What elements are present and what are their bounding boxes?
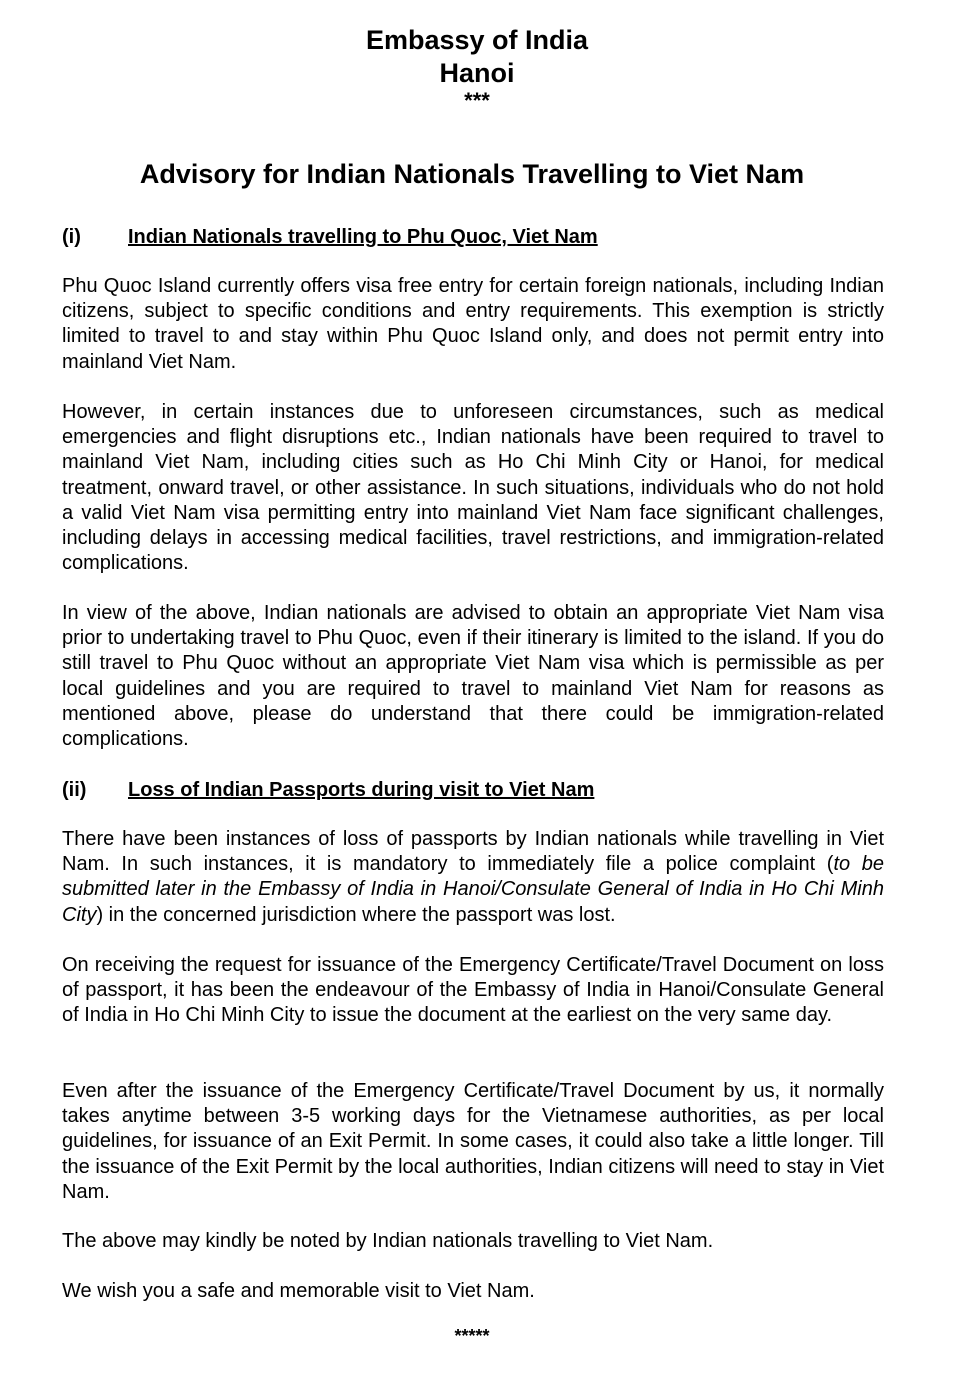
- section-2-title: Loss of Indian Passports during visit to Viet Nam: [128, 779, 595, 801]
- section-1-title: Indian Nationals travelling to Phu Quoc, Viet Nam: [128, 226, 598, 248]
- section-1-paragraph-2: However, in certain instances due to unforeseen circumstances, such as medical emergencies and flight disruptions etc., Indian nationals have been required to travel to mainland Viet Nam, including cities such as Ho Chi Minh City or Hanoi, for medical treatment, onward travel, or other assistance. In such situations, individuals who do not hold a valid Viet Nam visa permitting entry into mainland Viet Nam face significant challenges, including delays in accessing medical facilities, travel restrictions, and immigration-related complications.: [62, 401, 884, 575]
- section-1-paragraph-3: In view of the above, Indian nationals are advised to obtain an appropriate Viet Nam visa prior to undertaking travel to Phu Quoc, even if their itinerary is limited to the island. If you do still travel to Phu Quoc without an appropriate Viet Nam visa which is permissible as per local guidelines and you are required to travel to mainland Viet Nam for reasons as mentioned above, please do understand that there could be immigration-related complications.: [62, 602, 884, 751]
- section-2-paragraph-3: Even after the issuance of the Emergency Certificate/Travel Document by us, it normally takes anytime between 3-5 working days for the Vietnamese authorities, as per local guidelines, for issuance of an Exit Permit. In some cases, it could also take a little longer. Till the issuance of the Exit Permit by the local authorities, Indian citizens will need to stay in Viet Nam.: [62, 1080, 884, 1203]
- section-2-heading: [62, 778, 594, 803]
- section-2-paragraph-1: [62, 827, 884, 928]
- document-header: [0, 24, 954, 112]
- section-2-number: (ii): [62, 779, 87, 801]
- embassy-name: Embassy of India: [365, 25, 589, 55]
- section-2-paragraph-1-end: ) in the concerned jurisdiction where the passport was lost.: [96, 903, 616, 926]
- section-2-paragraph-1-italic: to be submitted later in the Embassy of India in Hanoi/Consulate General of India in Ho Chi Minh City: [62, 853, 885, 926]
- section-2-paragraph-1-start: There have been instances of loss of passports by Indian nationals while travelling in Viet Nam. In such instances, it is mandatory to immediately file a police complaint (: [62, 828, 884, 876]
- closing-wish: We wish you a safe and memorable visit to Viet Nam.: [62, 1280, 535, 1302]
- section-1-number: (i): [62, 226, 81, 248]
- section-2-paragraph-2: On receiving the request for issuance of the Emergency Certificate/Travel Document on loss of passport, it has been the endeavour of the Embassy of India in Hanoi/Consulate General of India in Ho Chi Minh City to issue the document at the earliest on the very same day.: [62, 954, 884, 1027]
- embassy-city: Hanoi: [439, 58, 515, 88]
- advisory-title: Advisory for Indian Nationals Travelling to Viet Nam: [139, 159, 805, 189]
- section-1-paragraph-1: Phu Quoc Island currently offers visa free entry for certain foreign nationals, including Indian citizens, subject to specific conditions and entry requirements. This exemption is strictly limited to travel to and stay within Phu Quoc Island only, and does not permit entry into mainland Viet Nam.: [62, 275, 884, 373]
- section-2-paragraph-4: The above may kindly be noted by Indian nationals travelling to Viet Nam.: [62, 1230, 714, 1252]
- header-separator: ***: [464, 88, 490, 113]
- footer-separator: *****: [454, 1326, 490, 1346]
- section-1-heading: [62, 225, 598, 250]
